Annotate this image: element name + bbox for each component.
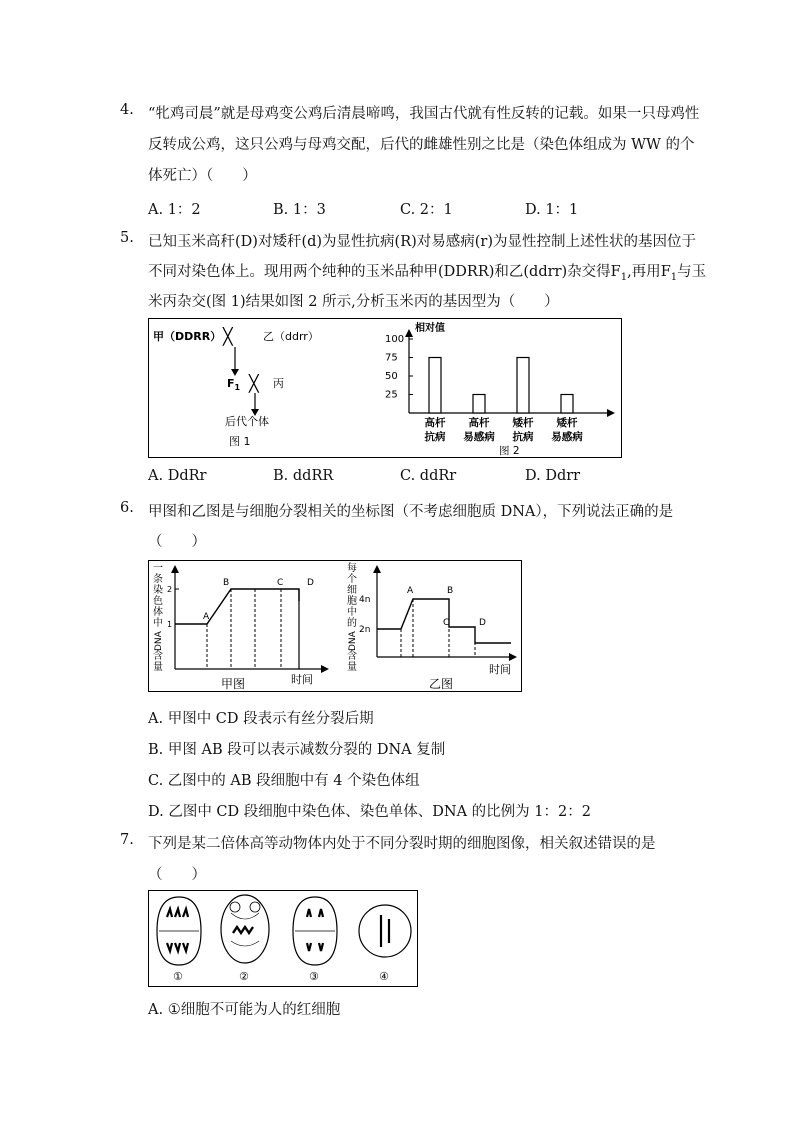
point-d: D [479,618,486,628]
point-d: D [307,578,314,588]
question-text-line: 不同对染色体上。现用两个纯种的玉米品种甲(DDRR)和乙(ddrr)杂交得$F_1$,再用$F_1$与玉 [148,264,707,283]
y-axis-label-char: 个 [347,574,357,585]
jia-chart [153,563,329,691]
option-a[interactable]: A. DdRr [148,468,207,484]
yi-chart [347,561,517,691]
point-c: C [277,578,284,588]
offspring-label: 后代个体 [225,415,269,428]
x-axis-arrow-icon [509,653,517,661]
arrow-head-icon [231,369,239,376]
y-axis-label-char: 每 [347,563,357,574]
y-axis-label-char: DNA [154,631,164,651]
y-axis-label-char: 量 [347,662,357,673]
x-axis-label: 时间 [489,663,511,676]
y-axis-label-char: 一 [153,563,163,574]
question-text-line: 反转成公鸡，这只公鸡与母鸡交配，后代的雌雄性别之比是（染色体组成为 WW 的个 [148,137,695,153]
bar-chart [385,321,615,457]
category-label: 抗病 [512,431,534,443]
question-number: 7. [120,832,134,848]
jia-curve [175,589,299,624]
fig2-caption: 图 2 [499,445,520,457]
y-axis-label-char: 量 [153,662,163,673]
y-axis-arrow-icon [373,565,381,573]
q6-figure [148,560,522,692]
y-axis-arrow-icon [171,565,179,573]
q7-options [120,998,680,1020]
y-tick-1: 1 [167,620,173,629]
q7-cells-svg [149,891,417,986]
f1-label: $F_1$ [227,377,241,392]
point-c: C [443,618,450,628]
y-axis-label: 相对值 [415,323,445,334]
question-4 [120,102,700,222]
cell-3 [293,897,337,983]
y-axis-label-char: 细 [347,585,357,596]
parent-b-label: 乙（ddrr） [263,330,319,343]
option-c[interactable]: C. 乙图中的 AB 段细胞中有 4 个染色体组 [148,773,420,789]
question-number: 4. [120,102,134,118]
y-tick-label: 25 [385,389,398,401]
category-label: 矮杆 [512,417,534,429]
parent-a-label: 甲（DDRR） [153,330,222,343]
y-axis-label-char: 中 [347,607,357,618]
bing-label: 丙 [273,377,284,390]
option-c[interactable]: C. 2：1 [400,202,453,218]
question-5 [120,230,707,320]
y-tick-label: 75 [385,352,398,364]
q5-options [120,468,680,490]
question-7 [120,832,680,882]
bar [561,395,573,414]
option-a[interactable]: A. 1：2 [148,202,201,218]
question-text-line: 体死亡）（ ） [148,168,257,184]
question-text-line: 已知玉米高秆(D)对矮秆(d)为显性抗病(R)对易感病(r)为显性控制上述性状的基因位于 [148,234,697,250]
question-text-line: 甲图和乙图是与细胞分裂相关的坐标图（不考虑细胞质 DNA），下列说法正确的是 [148,504,674,520]
q7-cells-figure [148,890,418,987]
x-axis-arrow-icon [321,665,329,673]
y-tick-4n: 4n [359,595,371,605]
category-label: 矮杆 [556,417,578,429]
y-tick-2n: 2n [359,625,371,635]
option-b[interactable]: B. 甲图 AB 段可以表示减数分裂的 DNA 复制 [148,742,446,758]
cell-label: ① [173,970,183,983]
question-text-line: “牝鸡司晨”就是母鸡变公鸡后清晨啼鸣，我国古代就有性反转的记载。如果一只母鸡性 [148,106,700,122]
point-b: B [223,578,230,588]
cross-symbol: ╳ [223,327,233,346]
cell-2 [221,895,269,983]
question-6 [120,500,680,550]
option-d[interactable]: D. 1：1 [525,202,579,218]
y-axis-label-char: 体 [153,607,163,618]
option-a[interactable]: A. 甲图中 CD 段表示有丝分裂后期 [148,711,374,727]
category-label: 易感病 [551,431,583,443]
option-d[interactable]: D. Ddrr [525,468,581,484]
q6-options [120,707,680,827]
y-tick-label: 50 [385,371,398,382]
fig1-caption: 图 1 [229,435,251,448]
option-a[interactable]: A. ①细胞不可能为人的红细胞 [148,1002,341,1018]
point-b: B [447,586,454,596]
bar [517,358,529,414]
cell-label: ② [239,970,249,983]
question-text-line: 下列是某二倍体高等动物体内处于不同分裂时期的细胞图像，相关叙述错误的是 [148,836,656,852]
option-c[interactable]: C. ddRr [400,468,457,484]
cell-label: ④ [379,970,389,983]
q5-figure-svg [149,319,621,457]
bar [429,358,441,414]
y-axis-label-char: 条 [153,574,163,585]
option-b[interactable]: B. ddRR [273,468,334,484]
point-a: A [203,612,210,622]
point-a: A [407,586,414,596]
category-label: 高杆 [468,417,490,429]
option-d[interactable]: D. 乙图中 CD 段细胞中染色体、染色单体、DNA 的比例为 1：2：2 [148,804,591,820]
y-axis-label-char: 中 [153,618,163,629]
x-axis-arrow-icon [607,409,615,417]
question-number: 6. [120,500,134,516]
option-b[interactable]: B. 1：3 [273,202,326,218]
jia-caption: 甲图 [221,677,246,691]
category-label: 抗病 [424,431,446,443]
y-axis-label-char: 胞 [347,596,357,607]
q5-figure [148,318,622,458]
cell-4 [359,905,411,983]
y-axis-label-char: 染 [153,585,163,596]
cell-label: ③ [309,970,319,983]
y-axis-label-char: 含 [347,651,357,662]
question-text-line: （ ） [148,534,206,550]
question-text-line: （ ） [148,867,206,883]
yi-caption: 乙图 [429,677,454,691]
y-axis-label-char: 的 [347,618,357,629]
q6-figure-svg [149,561,521,691]
y-axis-label-char: 含 [153,651,163,662]
question-number: 5. [120,230,134,246]
x-axis-label: 时间 [291,673,313,686]
y-tick-2: 2 [167,585,173,594]
y-tick-label: 100 [385,334,405,345]
question-text-line: 米丙杂交(图 1)结果如图 2 所示,分析玉米丙的基因型为（ ） [148,294,559,310]
category-label: 高杆 [424,417,446,429]
category-label: 易感病 [463,431,495,443]
y-axis-label-char: 色 [153,596,163,607]
bar [473,395,485,414]
cross-symbol: ╳ [249,374,259,393]
y-axis-label-char: DNA [348,631,358,651]
cell-1 [157,897,201,983]
y-axis-arrow-icon [405,329,413,337]
